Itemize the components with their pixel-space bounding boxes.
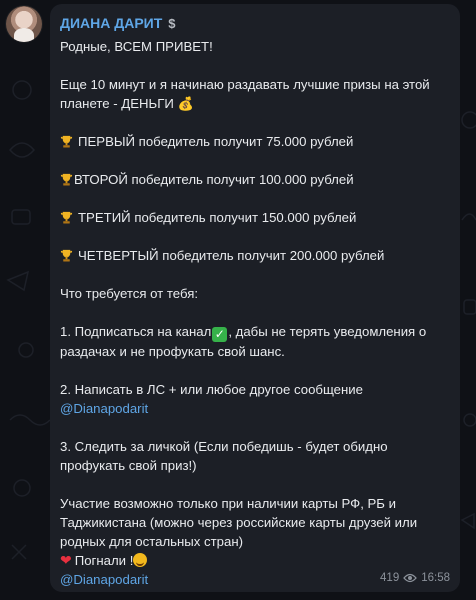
step-2 bbox=[60, 380, 450, 418]
money-bag-icon: 💰 bbox=[177, 96, 194, 111]
winner-text-4: ЧЕТВЕРТЫЙ победитель получит 200.000 рублей bbox=[78, 248, 385, 263]
message-bubble bbox=[50, 4, 460, 592]
step-1-text-a: 1. Подписаться на канал bbox=[60, 324, 212, 339]
step-1-text-b: , дабы не терять уведомления о раздачах и не профукать свой шанс. bbox=[60, 324, 427, 359]
intro-text: Еще 10 минут и я начинаю раздавать лучшие призы на этой планете - ДЕНЬГИ bbox=[60, 77, 430, 111]
trophy-icon bbox=[60, 173, 73, 186]
message-meta bbox=[380, 572, 450, 584]
intro-line bbox=[60, 75, 450, 113]
view-count: 419 bbox=[380, 572, 400, 584]
footer-mention-link[interactable]: @Dianapodarit bbox=[60, 572, 149, 587]
check-mark-icon: ✓ bbox=[212, 327, 227, 342]
sender-name[interactable]: ДИАНА ДАРИТ bbox=[60, 15, 163, 31]
winner-text-1: ПЕРВЫЙ победитель получит 75.000 рублей bbox=[78, 134, 354, 149]
requirements-title: Что требуется от тебя: bbox=[60, 286, 199, 301]
message-text bbox=[60, 37, 450, 589]
trophy-icon bbox=[60, 249, 73, 262]
dollar-icon: $ bbox=[168, 15, 176, 31]
smiling-face-icon bbox=[133, 553, 147, 567]
closing-line bbox=[60, 551, 450, 570]
step-3: 3. Следить за личкой (Если победишь - будет обидно профукать свой приз!) bbox=[60, 439, 388, 473]
winner-line-3 bbox=[60, 208, 450, 227]
winner-line-4 bbox=[60, 246, 450, 265]
channel-avatar[interactable] bbox=[6, 6, 42, 42]
closing-text: Погнали ! bbox=[74, 553, 134, 568]
participation-text: Участие возможно только при наличии карты РФ, РБ и Таджикистана (можно через российские карты друзей или родных для остальных стран) bbox=[60, 496, 418, 549]
step-1 bbox=[60, 322, 450, 361]
eye-icon bbox=[403, 573, 417, 583]
heart-icon: ❤ bbox=[60, 552, 72, 568]
greeting-text: Родные, ВСЕМ ПРИВЕТ! bbox=[60, 39, 213, 54]
sender-header bbox=[60, 13, 450, 33]
winner-text-3: ТРЕТИЙ победитель получит 150.000 рублей bbox=[78, 210, 357, 225]
message-time: 16:58 bbox=[421, 572, 450, 584]
winner-line-1 bbox=[60, 132, 450, 151]
step-2-text: 2. Написать в ЛС + или любое другое сообщение bbox=[60, 382, 363, 397]
winner-line-2 bbox=[60, 170, 450, 189]
trophy-icon bbox=[60, 135, 73, 148]
trophy-icon bbox=[60, 211, 73, 224]
winner-text-2: ВТОРОЙ победитель получит 100.000 рублей bbox=[74, 172, 354, 187]
step-2-mention-link[interactable]: @Dianapodarit bbox=[60, 401, 149, 416]
